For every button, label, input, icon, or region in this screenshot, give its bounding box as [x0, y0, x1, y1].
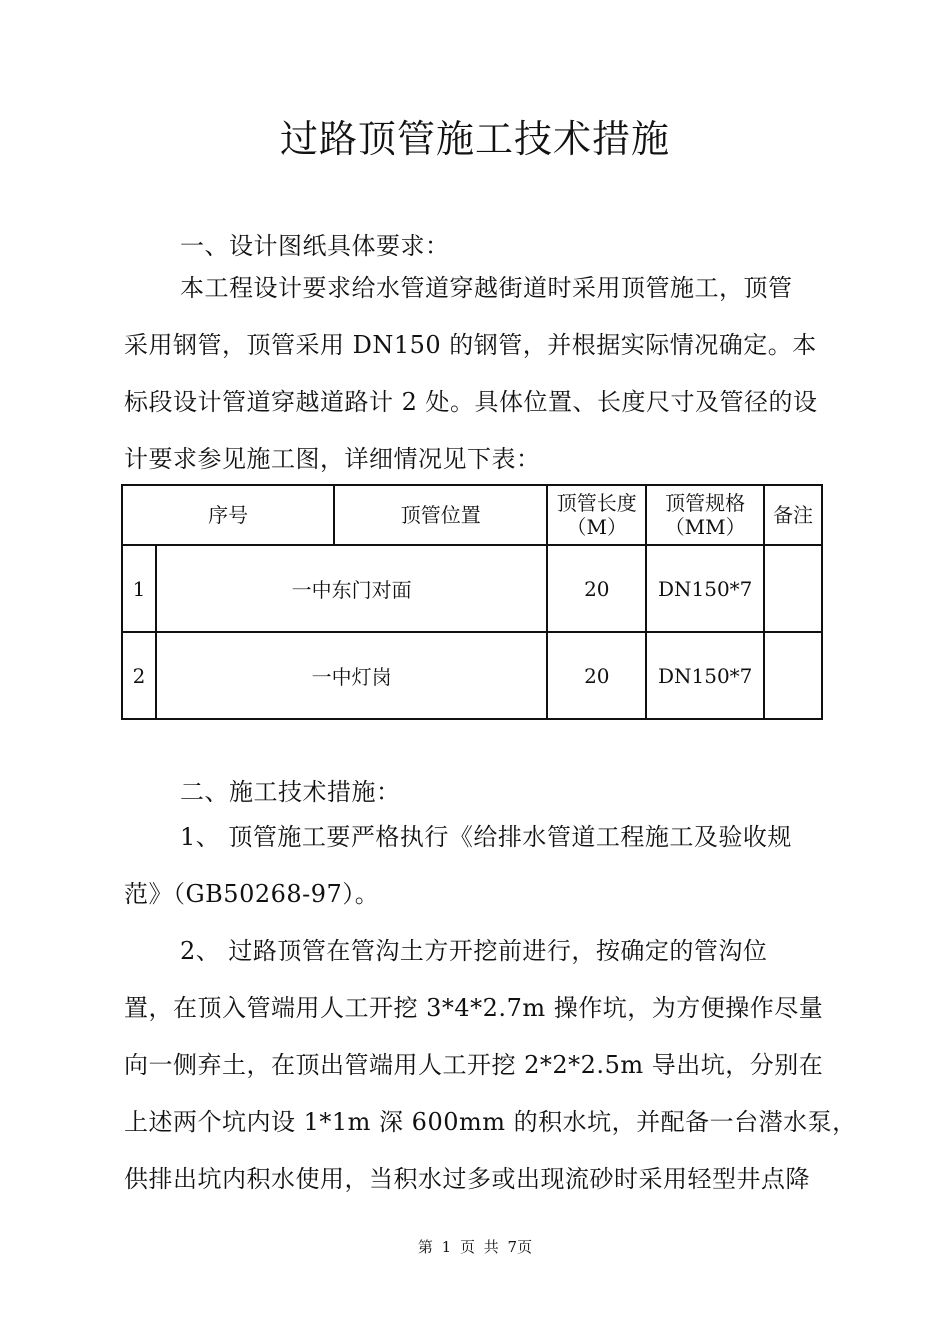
row-spec: DN150*7 [646, 545, 764, 632]
section1-line-4: 计要求参见施工图，详细情况见下表： [124, 445, 541, 473]
row-spec: DN150*7 [646, 632, 764, 719]
item2-line-4: 上述两个坑内设 1*1m 深 600mm 的积水坑，并配备一台潜水泵， [124, 1108, 857, 1136]
row-no: 2 [122, 632, 156, 719]
header-spec-line-1: 顶管规格 [665, 491, 746, 515]
table-row [122, 632, 822, 719]
section1-line-1: 本工程设计要求给水管道穿越街道时采用顶管施工，顶管 [180, 274, 793, 302]
header-note: 备注 [764, 485, 822, 545]
table-row [122, 545, 822, 632]
table-header-row [122, 485, 822, 545]
section2-heading: 二、施工技术措施： [180, 778, 401, 806]
section1-heading: 一、设计图纸具体要求： [180, 232, 450, 260]
header-length-line-2: （M） [566, 515, 628, 539]
row-note [764, 632, 822, 719]
header-location: 顶管位置 [334, 485, 547, 545]
row-location: 一中东门对面 [156, 545, 547, 632]
item1-line-1: 1、 顶管施工要严格执行《给排水管道工程施工及验收规 [180, 823, 792, 851]
item1-line-2: 范》（GB50268-97）。 [124, 880, 380, 908]
row-location: 一中灯岗 [156, 632, 547, 719]
item2-line-1: 2、 过路顶管在管沟土方开挖前进行，按确定的管沟位 [180, 937, 768, 965]
item2-line-2: 置，在顶入管端用人工开挖 3*4*2.7m 操作坑，为方便操作尽量 [124, 994, 824, 1022]
pipe-jacking-table [121, 484, 823, 720]
row-length: 20 [547, 632, 646, 719]
section1-line-3: 标段设计管道穿越道路计 2 处。具体位置、长度尺寸及管径的设 [124, 388, 818, 416]
header-length-line-1: 顶管长度 [556, 491, 637, 515]
row-length: 20 [547, 545, 646, 632]
section1-line-2: 采用钢管，顶管采用 DN150 的钢管，并根据实际情况确定。本 [124, 331, 817, 359]
item2-line-5: 供排出坑内积水使用，当积水过多或出现流砂时采用轻型井点降 [124, 1165, 810, 1193]
header-spec [646, 485, 764, 545]
page-number: 第 1 页 共 7页 [417, 1238, 533, 1256]
header-no: 序号 [122, 485, 334, 545]
header-length [547, 485, 646, 545]
header-spec-line-2: （MM） [664, 515, 746, 539]
item2-line-3: 向一侧弃土，在顶出管端用人工开挖 2*2*2.5m 导出坑，分别在 [124, 1051, 824, 1079]
row-no: 1 [122, 545, 156, 632]
row-note [764, 545, 822, 632]
document-title: 过路顶管施工技术措施 [279, 117, 670, 161]
